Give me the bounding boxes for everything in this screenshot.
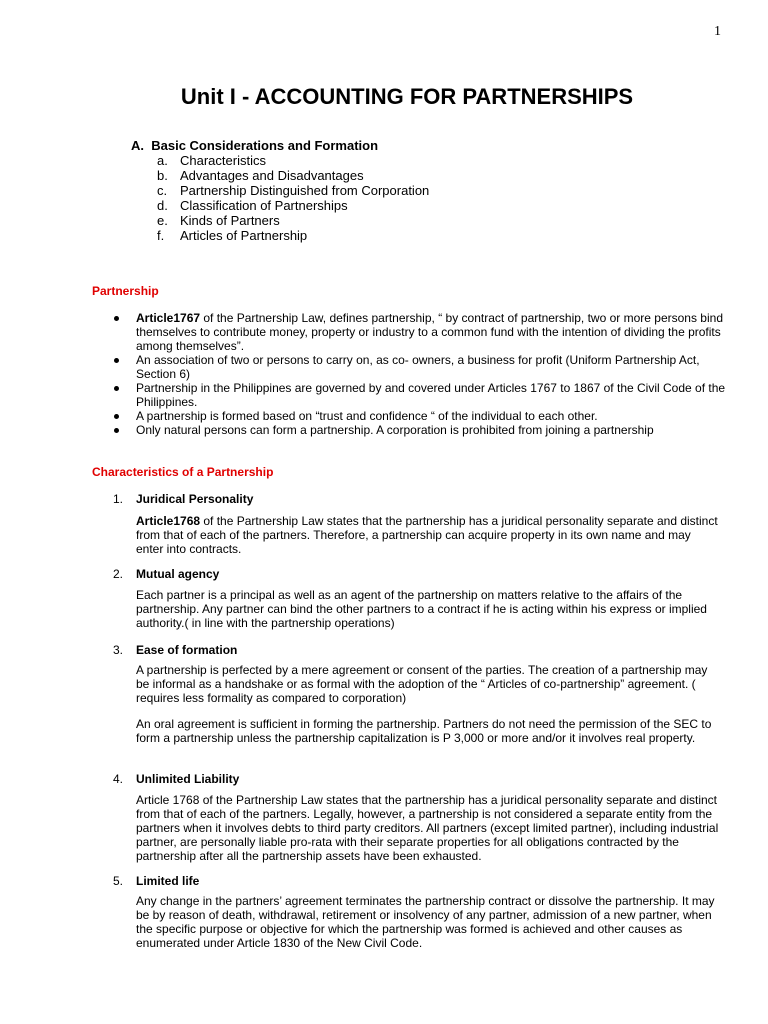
list-item bbox=[112, 423, 727, 437]
toc-item-mark: b. bbox=[157, 168, 168, 183]
article-ref: Article1768 bbox=[136, 514, 201, 528]
item-number: 5. bbox=[113, 874, 124, 888]
toc-item bbox=[157, 213, 429, 228]
item-paragraph: Each partner is a principal as well as an agent of the partnership on matters relative to the affairs of the partnership. Any partner can bind the other partners to a contract if he is acting within his express or implied authority.( in line with the partnership operations) bbox=[136, 588, 707, 630]
partnership-heading: Partnership bbox=[92, 284, 159, 298]
item-paragraph bbox=[136, 514, 720, 556]
characteristics-heading: Characteristics of a Partnership bbox=[92, 465, 274, 479]
toc-item-mark: c. bbox=[157, 183, 168, 198]
item-title: Juridical Personality bbox=[136, 492, 254, 506]
toc-item-mark: a. bbox=[157, 153, 168, 168]
bullet-text: Partnership in the Philippines are governed by and covered under Articles 1767 to 1867 of the Civil Code of the Philippines. bbox=[136, 381, 726, 409]
item-title: Mutual agency bbox=[136, 567, 220, 581]
item-title: Limited life bbox=[136, 874, 200, 888]
bullet-text: Only natural persons can form a partnership. A corporation is prohibited from joining a partnership bbox=[136, 423, 654, 437]
toc-item-mark: f. bbox=[157, 228, 165, 243]
item-paragraph: Any change in the partners’ agreement terminates the partnership contract or dissolve the partnership. It may be by reason of death, withdrawal, retirement or insolvency of any partner, admission of a new partner, when the specific purpose or objective for which the partnership was formed is achieved and other causes as enumerated under Article 1830 of the New Civil Code. bbox=[136, 894, 715, 950]
list-item bbox=[112, 381, 727, 409]
partnership-bullet-list bbox=[112, 311, 727, 437]
item-title: Ease of formation bbox=[136, 643, 238, 657]
list-item bbox=[112, 409, 727, 423]
toc-item bbox=[157, 153, 429, 168]
item-number: 1. bbox=[113, 492, 124, 506]
toc-item-mark: d. bbox=[157, 198, 168, 213]
paragraph-text: of the Partnership Law states that the partnership has a juridical personality separate and distinct from that of each of the partners. Therefore, a partnership can acquire property in its own name and may enter into contracts. bbox=[136, 514, 718, 556]
bullet-icon bbox=[114, 358, 119, 363]
toc-item-text: Kinds of Partners bbox=[180, 213, 280, 228]
toc-item bbox=[157, 168, 429, 183]
bullet-icon bbox=[114, 414, 119, 419]
toc-section-title: Basic Considerations and Formation bbox=[151, 138, 379, 153]
table-of-contents bbox=[131, 138, 429, 243]
toc-item-text: Articles of Partnership bbox=[180, 228, 308, 243]
article-ref: Article1767 bbox=[136, 311, 201, 325]
toc-item-text: Advantages and Disadvantages bbox=[180, 168, 364, 183]
list-item bbox=[112, 311, 727, 353]
item-number: 3. bbox=[113, 643, 124, 657]
bullet-text: A partnership is formed based on “trust and confidence “ of the individual to each other. bbox=[136, 409, 598, 423]
item-paragraph: A partnership is perfected by a mere agreement or consent of the parties. The creation of a partnership may be informal as a handshake or as formal with the adoption of the “ Articles of co-partnership” agreement. ( requires less formality as compared to corporation) bbox=[136, 663, 708, 705]
toc-item bbox=[157, 183, 429, 198]
toc-section bbox=[131, 138, 429, 153]
bullet-text: An association of two or persons to carry on, as co- owners, a business for profit (Uniform Partnership Act, Section 6) bbox=[136, 353, 700, 381]
toc-item bbox=[157, 198, 429, 213]
list-item bbox=[112, 353, 727, 381]
toc-section-mark: A. bbox=[131, 138, 144, 153]
item-paragraph: An oral agreement is sufficient in forming the partnership. Partners do not need the permission of the SEC to form a partnership unless the partnership capitalization is P 3,000 or more and/or it involves real property. bbox=[136, 717, 712, 745]
toc-item-mark: e. bbox=[157, 213, 168, 228]
page-title: Unit I - ACCOUNTING FOR PARTNERSHIPS bbox=[180, 84, 634, 109]
bullet-icon bbox=[114, 386, 119, 391]
bullet-icon bbox=[114, 428, 119, 433]
item-number: 2. bbox=[113, 567, 124, 581]
page-number: 1 bbox=[714, 24, 721, 39]
item-number: 4. bbox=[113, 772, 124, 786]
toc-item-text: Classification of Partnerships bbox=[180, 198, 348, 213]
bullet-icon bbox=[114, 316, 119, 321]
toc-item-text: Partnership Distinguished from Corporation bbox=[180, 183, 430, 198]
toc-item bbox=[157, 228, 429, 243]
item-title: Unlimited Liability bbox=[136, 772, 240, 786]
bullet-text: of the Partnership Law, defines partnership, “ by contract of partnership, two or more persons bind themselves to contribute money, property or industry to a common fund with the intention of dividing the profits among themselves”. bbox=[136, 311, 723, 353]
toc-item-text: Characteristics bbox=[180, 153, 266, 168]
item-paragraph: Article 1768 of the Partnership Law states that the partnership has a juridical personality separate and distinct from that of each of the partners. Legally, however, a partnership is not considered a separate entity from the partners when it involves debts to third party creditors. All partners (except limited partner), including industrial partner, are personally liable pro-rata with their separate properties for all obligations contracted by the partnership after all the partnership assets have been exhausted. bbox=[136, 793, 719, 863]
